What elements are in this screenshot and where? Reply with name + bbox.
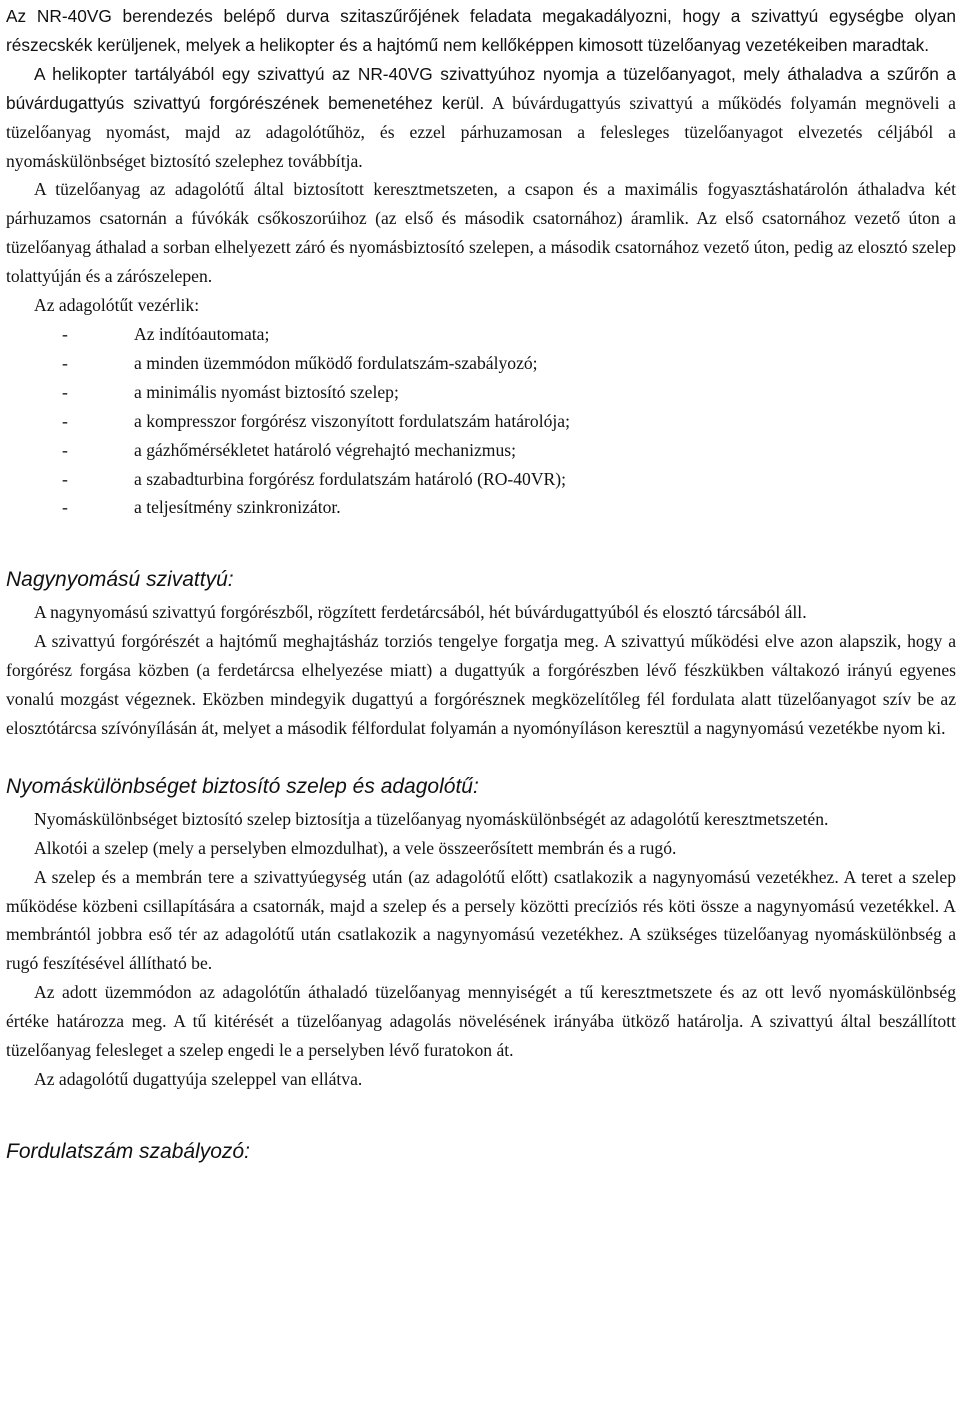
document-page [6,2,956,1166]
heading-rpm-regulator: Fordulatszám szabályozó: [6,1139,250,1163]
dash-bullet: - [62,497,68,518]
dash-bullet: - [62,381,68,402]
valve-paragraph-5: Az adagolótű dugattyúja szeleppel van ellátva. [34,1069,363,1089]
control-list [6,320,956,522]
intro-paragraph-2-part-b: A búvárdugattyús szivattyú a működés folyamán megnöveli a tüzelőanyag nyomást, majd az adagolótűhöz, és ezzel párhuzamosan a felesleges tüzelőanyagot elvezetés céljából a nyomáskülönbséget biztosító szelephez továbbítja. [6,92,956,171]
spacer [6,743,956,773]
valve-paragraph-1: Nyomáskülönbséget biztosító szelep biztosítja a tüzelőanyag nyomáskülönbségét az adagolótű keresztmetszetén. [34,808,829,829]
dash-bullet: - [62,323,68,344]
list-item [6,493,956,522]
intro-paragraph-3 [6,175,956,291]
list-item [6,349,956,378]
list-item [6,407,956,436]
list-item-text: a minden üzemmódon működő fordulatszám-szabályozó; [134,352,538,373]
dash-bullet: - [62,352,68,373]
list-item-text: a gázhőmérsékletet határoló végrehajtó mechanizmus; [134,439,517,460]
intro-paragraph-2-part-a: A helikopter tartályából egy szivattyú az NR-40VG szivattyúhoz nyomja a tüzelőanyagot, mely áthaladva a szűrőn a búvárdugattyús szivattyú forgórészének bemenetéhez kerül. [6,63,956,113]
valve-paragraph-4: Az adott üzemmódon az adagolótűn áthaladó tüzelőanyag mennyiségét a tű keresztmetszete és az ott levő nyomáskülönbség értéke határozza meg. A tű kitérését a tüzelőanyag adagolás növelésének irányába ütköző határolja. A szivattyú által beszállított tüzelőanyag felesleget a szelep engedi le a perselyben lévő furatokon át. [6,982,956,1061]
list-item [6,320,956,349]
spacer [6,1094,956,1138]
valve-paragraph-3: A szelep és a membrán tere a szivattyúegység után (az adagolótű előtt) csatlakozik a nagynyomású vezetékhez. A teret a szelep működése közbeni csillapítására a csatornák, majd a szelep és a persely közötti precíziós rés köti össze a nagynyomású vezetékkel. A membrántól jobbra eső tér az adagolótű után csatlakozik a nagynyomású vezetékhez. A szükséges tüzelőanyag nyomáskülönbség a rugó feszítésével állítható be. [6,866,956,974]
intro-paragraph-2 [6,60,956,176]
list-item [6,378,956,407]
intro-paragraph-1: Az NR-40VG berendezés belépő durva szitaszűrőjének feladata megakadályozni, hogy a szivattyú egységbe olyan részecskék kerüljenek, melyek a helikopter és a hajtómű nem kellőképpen kimosott tüzelőanyag vezetékeiben maradtak. [6,6,956,55]
hp-pump-paragraph-2: A szivattyú forgórészét a hajtómű meghajtásház torziós tengelye forgatja meg. A szivattyú működési elve azon alapszik, hogy a forgórész forgása közben (a ferdetárcsa elhelyezése miatt) a dugattyúk a forgórészben lévő fészkükben váltakozó irányú egyenes vonalú mozgást végeznek. Eközben mindegyik dugattyú a forgórésznek megközelítőleg fél fordulata alatt tüzelőanyagot szív be az elosztótárcsa szívónyílásán át, melyet a második félfordulat folyamán a nyomónyíláson keresztül a nagynyomású vezetékbe nyom ki. [6,631,956,738]
list-item-text: Az indítóautomata; [134,323,270,344]
list-item [6,436,956,465]
list-item-text: a minimális nyomást biztosító szelep; [134,381,399,402]
heading-valve: Nyomáskülönbséget biztosító szelep és adagolótű: [6,774,479,798]
list-item-text: a teljesítmény szinkronizátor. [134,497,341,518]
list-item-text: a szabadturbina forgórész fordulatszám határoló (RO-40VR); [134,468,567,489]
hp-pump-paragraph-1: A nagynyomású szivattyú forgórészből, rögzített ferdetárcsából, hét búvárdugattyúból és elosztó tárcsából áll. [34,602,807,623]
dash-bullet: - [62,410,68,431]
list-item [6,465,956,494]
list-item-text: a kompresszor forgórész viszonyított fordulatszám határolója; [134,410,570,431]
intro-paragraph-3-part-a: A tüzelőanyag az adagolótű által biztosított keresztmetszeten, a csapon és a maximális fogyasztáshatárolón áthaladva két párhuzamos csatornán a fúvókák csőkoszorúihoz (az első és második csatornához) áramlik. [6,179,956,229]
control-intro: Az adagolótűt vezérlik: [34,295,200,316]
dash-bullet: - [62,468,68,489]
spacer [6,522,956,566]
valve-paragraph-2: Alkotói a szelep (mely a perselyben elmozdulhat), a vele összeerősített membrán és a rugó. [34,837,677,858]
heading-hp-pump: Nagynyomású szivattyú: [6,568,234,592]
dash-bullet: - [62,439,68,460]
intro-paragraph-3-part-b: Az első csatornához vezető úton a tüzelőanyag áthalad a sorban elhelyezett záró és nyomásbiztosító szelepen, a második csatornához vezető úton, pedig az elosztó szelep tolattyúján és a zárószelepen. [6,208,956,287]
